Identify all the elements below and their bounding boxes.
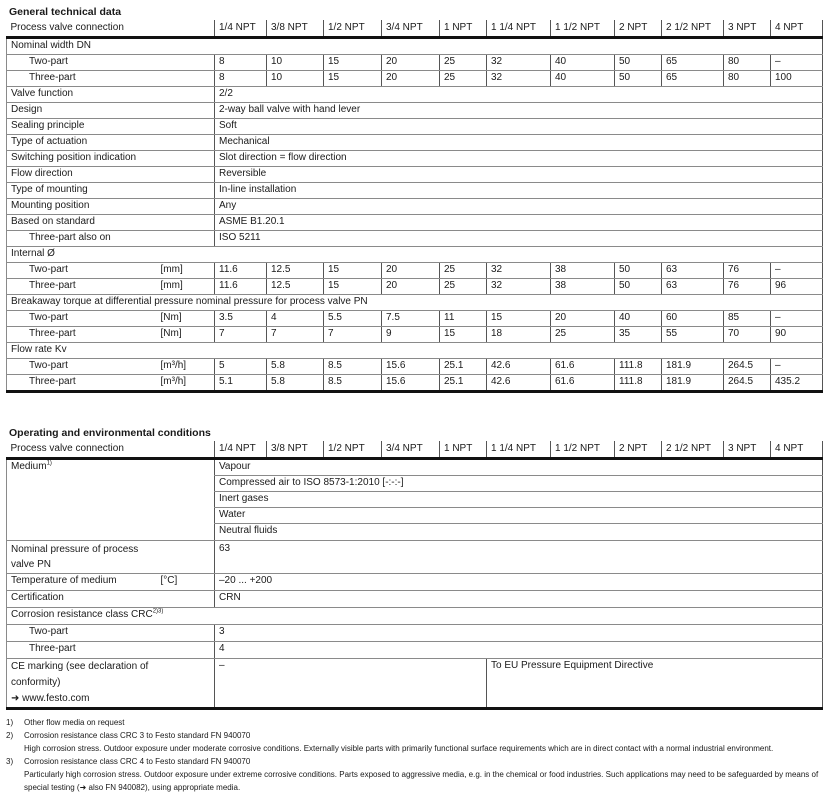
property-value: In-line installation <box>215 183 823 199</box>
cell-value: 11.6 <box>215 279 267 295</box>
property-row <box>7 151 823 167</box>
cell-value: 15 <box>487 311 551 327</box>
ce-marking-row <box>7 659 823 709</box>
row-label: Three-part <box>7 279 159 295</box>
nominal-width-two-part-row <box>7 55 823 71</box>
ce-marking-value-small: – <box>215 659 487 709</box>
cell-value: 50 <box>615 263 662 279</box>
header-row <box>7 441 823 459</box>
cell-value: 25.1 <box>440 375 487 392</box>
property-label: Sealing principle <box>7 119 215 135</box>
size-header: 4 NPT <box>771 441 823 459</box>
ce-marking-value-large: To EU Pressure Equipment Directive <box>487 659 823 709</box>
medium-value: Neutral fluids <box>215 524 823 541</box>
cell-value: 5 <box>215 359 267 375</box>
property-row <box>7 183 823 199</box>
cell-value: 60 <box>662 311 724 327</box>
cell-value: 7.5 <box>382 311 440 327</box>
property-value: Soft <box>215 119 823 135</box>
cell-value: 100 <box>771 71 823 87</box>
temperature-value: –20 ... +200 <box>215 574 823 591</box>
internal-two-part-row <box>7 263 823 279</box>
row-label: Three-part <box>7 327 159 343</box>
size-header: 1/4 NPT <box>215 441 267 459</box>
operating-conditions-section <box>6 426 822 710</box>
crc-label: Corrosion resistance class CRC <box>11 609 153 620</box>
crc-three-part-label: Three-part <box>7 642 215 659</box>
ce-marking-link-line <box>11 691 214 707</box>
nominal-pressure-label: Nominal pressure of process <box>11 544 139 555</box>
size-header: 2 NPT <box>615 441 662 459</box>
footnote-1 <box>6 716 822 729</box>
medium-footnote-ref: 1) <box>46 460 52 467</box>
cell-value: 15 <box>324 279 382 295</box>
medium-value: Water <box>215 508 823 524</box>
property-label: Flow direction <box>7 167 215 183</box>
size-header: 3 NPT <box>724 441 771 459</box>
cell-value: 63 <box>662 263 724 279</box>
festo-link[interactable]: www.festo.com <box>22 693 90 704</box>
cell-value: 15.6 <box>382 359 440 375</box>
cell-value: 15 <box>324 71 382 87</box>
cell-value: 9 <box>382 327 440 343</box>
cell-value: 76 <box>724 279 771 295</box>
cell-value: 25 <box>440 279 487 295</box>
row-label: Two-part <box>7 263 159 279</box>
ce-marking-label: CE marking (see declaration of <box>11 661 149 672</box>
cell-value: 20 <box>382 55 440 71</box>
operating-table <box>6 441 823 710</box>
size-header: 1/2 NPT <box>324 441 382 459</box>
cell-value: 90 <box>771 327 823 343</box>
cell-value: 96 <box>771 279 823 295</box>
cell-value: 63 <box>662 279 724 295</box>
cell-value: 3.5 <box>215 311 267 327</box>
footnote-text: Other flow media on request <box>24 718 125 727</box>
size-header: 3/8 NPT <box>267 20 324 38</box>
cell-value: 10 <box>267 71 324 87</box>
property-value: ISO 5211 <box>215 231 823 247</box>
cell-value: 80 <box>724 71 771 87</box>
row-unit: [m³/h] <box>159 359 215 375</box>
cell-value: 32 <box>487 263 551 279</box>
property-row <box>7 103 823 119</box>
flow-two-part-row <box>7 359 823 375</box>
size-header: 1 NPT <box>440 441 487 459</box>
size-header: 2 1/2 NPT <box>662 441 724 459</box>
cell-value: 18 <box>487 327 551 343</box>
medium-value: Vapour <box>215 459 823 476</box>
cell-value: 8.5 <box>324 359 382 375</box>
cell-value: 25 <box>440 263 487 279</box>
size-header: 3/4 NPT <box>382 441 440 459</box>
cell-value: 8 <box>215 71 267 87</box>
size-header: 1 1/2 NPT <box>551 441 615 459</box>
crc-row <box>7 608 823 625</box>
property-value: Reversible <box>215 167 823 183</box>
cell-value: 181.9 <box>662 359 724 375</box>
cell-value: 85 <box>724 311 771 327</box>
property-value: Mechanical <box>215 135 823 151</box>
crc-footnote-ref: 2)3) <box>152 608 164 615</box>
cell-value: 5.8 <box>267 375 324 392</box>
property-row <box>7 87 823 103</box>
size-header: 1 1/2 NPT <box>551 20 615 38</box>
arrow-right-icon: ➜ <box>79 783 87 792</box>
ce-marking-label-line2: conformity) <box>11 677 61 688</box>
property-value: Slot direction = flow direction <box>215 151 823 167</box>
row-unit: [m³/h] <box>159 375 215 392</box>
cell-value: 25.1 <box>440 359 487 375</box>
size-header: 1/2 NPT <box>324 20 382 38</box>
cell-value: – <box>771 359 823 375</box>
internal-three-part-row <box>7 279 823 295</box>
cell-value: 7 <box>267 327 324 343</box>
medium-row <box>7 459 823 476</box>
cell-value: 5.1 <box>215 375 267 392</box>
size-header: 2 1/2 NPT <box>662 20 724 38</box>
cell-value: 50 <box>615 279 662 295</box>
cell-value: 12.5 <box>267 279 324 295</box>
group-label: Flow rate Kv <box>7 343 823 359</box>
footnote-3-detail: Particularly high corrosion stress. Outdoor exposure under extreme corrosive conditions. Parts exposed to aggressive media, e.g. in the chemical or food industries. Such applications may need to be safeguarded by means of <box>24 770 819 779</box>
certification-row <box>7 591 823 608</box>
cell-value: 50 <box>615 71 662 87</box>
property-value: ASME B1.20.1 <box>215 215 823 231</box>
cell-value: 80 <box>724 55 771 71</box>
cell-value: 25 <box>551 327 615 343</box>
row-unit: [mm] <box>159 263 215 279</box>
footnote-text: Corrosion resistance class CRC 4 to Festo standard FN 940070 <box>24 757 251 766</box>
header-label: Process valve connection <box>7 441 215 459</box>
header-row <box>7 20 823 38</box>
cell-value: 5.5 <box>324 311 382 327</box>
flow-rate-row <box>7 343 823 359</box>
cell-value: 4 <box>267 311 324 327</box>
nominal-pressure-label-line2: valve PN <box>11 559 52 570</box>
breakaway-torque-row <box>7 295 823 311</box>
cell-value: 7 <box>324 327 382 343</box>
cell-value: 38 <box>551 263 615 279</box>
cell-value: 42.6 <box>487 375 551 392</box>
property-label: Switching position indication <box>7 151 215 167</box>
property-value: 2-way ball valve with hand lever <box>215 103 823 119</box>
property-row <box>7 167 823 183</box>
cell-value: 40 <box>615 311 662 327</box>
row-unit <box>159 71 215 87</box>
cell-value: 264.5 <box>724 375 771 392</box>
cell-value: 40 <box>551 55 615 71</box>
cell-value: 111.8 <box>615 375 662 392</box>
property-label: Type of actuation <box>7 135 215 151</box>
size-header: 2 NPT <box>615 20 662 38</box>
general-technical-data-section <box>6 5 822 393</box>
property-row <box>7 119 823 135</box>
property-value: Any <box>215 199 823 215</box>
property-label: Three-part also on <box>7 231 215 247</box>
size-header: 1 1/4 NPT <box>487 441 551 459</box>
cell-value: 11.6 <box>215 263 267 279</box>
footnote-text: Corrosion resistance class CRC 3 to Festo standard FN 940070 <box>24 731 251 740</box>
row-label: Two-part <box>7 55 159 71</box>
cell-value: 42.6 <box>487 359 551 375</box>
section-title: General technical data <box>9 6 122 18</box>
cell-value: 15 <box>324 263 382 279</box>
cell-value: 61.6 <box>551 375 615 392</box>
row-unit: [mm] <box>159 279 215 295</box>
row-label: Two-part <box>7 311 159 327</box>
cell-value: 50 <box>615 55 662 71</box>
cell-value: 32 <box>487 71 551 87</box>
property-row <box>7 215 823 231</box>
cell-value: 7 <box>215 327 267 343</box>
cell-value: 8 <box>215 55 267 71</box>
flow-three-part-row <box>7 375 823 392</box>
certification-value: CRN <box>215 591 823 608</box>
row-label: Two-part <box>7 359 159 375</box>
group-label: Nominal width DN <box>7 38 823 55</box>
size-header: 3/4 NPT <box>382 20 440 38</box>
nominal-width-row <box>7 38 823 55</box>
cell-value: 65 <box>662 55 724 71</box>
footnote-2-detail: High corrosion stress. Outdoor exposure under moderate corrosive conditions. Externally visible parts with primarily functional surface requirements which are in direct contact with a normal industrial environment. <box>24 744 774 753</box>
crc-two-part-row <box>7 625 823 642</box>
row-unit: [Nm] <box>159 327 215 343</box>
cell-value: 11 <box>440 311 487 327</box>
property-label: Design <box>7 103 215 119</box>
cell-value: – <box>771 263 823 279</box>
size-header: 3/8 NPT <box>267 441 324 459</box>
footnote-number: 2) <box>6 731 14 740</box>
temperature-label: Temperature of medium <box>7 574 159 591</box>
footnote-text: special testing ( <box>24 783 80 792</box>
crc-two-part-label: Two-part <box>7 625 215 642</box>
property-label: Based on standard <box>7 215 215 231</box>
cell-value: 76 <box>724 263 771 279</box>
crc-two-part-value: 3 <box>215 625 823 642</box>
group-label: Internal Ø <box>7 247 823 263</box>
crc-three-part-row <box>7 642 823 659</box>
cell-value: 181.9 <box>662 375 724 392</box>
property-label: Valve function <box>7 87 215 103</box>
size-header: 4 NPT <box>771 20 823 38</box>
group-label: Breakaway torque at differential pressure nominal pressure for process valve PN <box>7 295 823 311</box>
cell-value: 5.8 <box>267 359 324 375</box>
row-unit: [Nm] <box>159 311 215 327</box>
row-label: Three-part <box>7 375 159 392</box>
nominal-width-three-part-row <box>7 71 823 87</box>
cell-value: 20 <box>551 311 615 327</box>
crc-three-part-value: 4 <box>215 642 823 659</box>
cell-value: 35 <box>615 327 662 343</box>
property-label: Type of mounting <box>7 183 215 199</box>
property-row <box>7 199 823 215</box>
cell-value: 15 <box>324 55 382 71</box>
cell-value: 25 <box>440 55 487 71</box>
footnote-2 <box>6 729 822 742</box>
torque-two-part-row <box>7 311 823 327</box>
size-header: 3 NPT <box>724 20 771 38</box>
cell-value: 435.2 <box>771 375 823 392</box>
torque-three-part-row <box>7 327 823 343</box>
medium-value: Inert gases <box>215 492 823 508</box>
internal-diameter-row <box>7 247 823 263</box>
cell-value: 20 <box>382 71 440 87</box>
cell-value: 20 <box>382 263 440 279</box>
size-header: 1/4 NPT <box>215 20 267 38</box>
footnote-text: also FN 940082), using appropriate media. <box>86 783 241 792</box>
section-title: Operating and environmental conditions <box>9 427 211 439</box>
footnote-3-detail-line2 <box>6 781 822 794</box>
temperature-row <box>7 574 823 591</box>
cell-value: – <box>771 311 823 327</box>
cell-value: 25 <box>440 71 487 87</box>
cell-value: 70 <box>724 327 771 343</box>
three-part-also-on-row <box>7 231 823 247</box>
nominal-pressure-row <box>7 541 823 574</box>
temperature-unit: [°C] <box>159 574 215 591</box>
size-header: 1 1/4 NPT <box>487 20 551 38</box>
size-header: 1 NPT <box>440 20 487 38</box>
cell-value: 61.6 <box>551 359 615 375</box>
cell-value: 264.5 <box>724 359 771 375</box>
cell-value: 12.5 <box>267 263 324 279</box>
cell-value: 32 <box>487 279 551 295</box>
footnote-number: 3) <box>6 757 14 766</box>
cell-value: 38 <box>551 279 615 295</box>
cell-value: 32 <box>487 55 551 71</box>
general-table <box>6 20 823 393</box>
cell-value: – <box>771 55 823 71</box>
row-label: Three-part <box>7 71 159 87</box>
footnote-3 <box>6 755 822 768</box>
header-label: Process valve connection <box>7 20 215 38</box>
cell-value: 20 <box>382 279 440 295</box>
cell-value: 10 <box>267 55 324 71</box>
arrow-right-icon: ➜ <box>11 693 20 704</box>
medium-label: Medium <box>11 461 47 472</box>
cell-value: 8.5 <box>324 375 382 392</box>
footnote-number: 1) <box>6 718 14 727</box>
cell-value: 65 <box>662 71 724 87</box>
property-label: Mounting position <box>7 199 215 215</box>
cell-value: 15 <box>440 327 487 343</box>
footnotes <box>6 716 822 794</box>
certification-label: Certification <box>7 591 215 608</box>
row-unit <box>159 55 215 71</box>
property-row <box>7 135 823 151</box>
cell-value: 55 <box>662 327 724 343</box>
cell-value: 111.8 <box>615 359 662 375</box>
property-value: 2/2 <box>215 87 823 103</box>
nominal-pressure-value: 63 <box>215 541 823 574</box>
cell-value: 40 <box>551 71 615 87</box>
medium-value: Compressed air to ISO 8573-1:2010 [-:-:-] <box>215 476 823 492</box>
cell-value: 15.6 <box>382 375 440 392</box>
